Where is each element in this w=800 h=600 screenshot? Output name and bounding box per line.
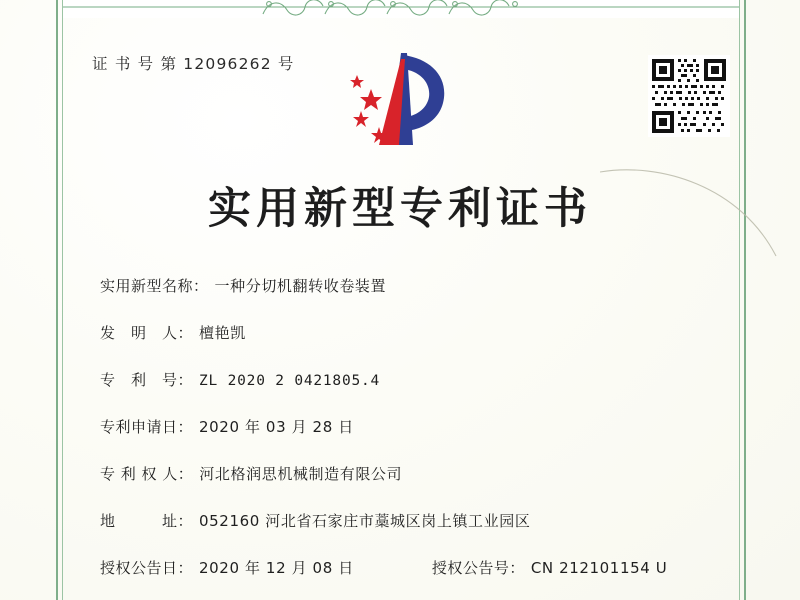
field-grant-row xyxy=(100,557,720,600)
field-patentee xyxy=(100,463,720,510)
grant-number-label: 授权公告号： xyxy=(431,559,525,577)
page-title: 实用新型专利证书 xyxy=(208,184,592,234)
certificate-fields xyxy=(100,275,720,600)
grant-date-label: 授权公告日： xyxy=(100,559,194,577)
field-inventor xyxy=(100,322,720,369)
grant-date-value: 2020 年 12 月 08 日 xyxy=(199,559,354,577)
field-patent-number xyxy=(100,369,720,416)
field-label: 地 址： xyxy=(100,512,194,530)
field-label: 专 利 号： xyxy=(100,371,194,389)
qr-code-icon xyxy=(648,55,730,137)
field-value: 052160 河北省石家庄市藁城区岗上镇工业园区 xyxy=(199,512,531,530)
field-label: 专 利 权 人： xyxy=(100,465,194,483)
field-value: 一种分切机翻转收卷装置 xyxy=(214,277,387,295)
field-address xyxy=(100,510,720,557)
field-label: 专利申请日： xyxy=(100,418,194,436)
field-value: 檀艳凯 xyxy=(199,324,246,342)
top-ornament-band xyxy=(63,0,739,18)
certificate-number: 证 书 号 第 12096262 号 xyxy=(92,55,295,73)
field-label: 发 明 人： xyxy=(100,324,194,342)
field-label: 实用新型名称： xyxy=(100,277,209,295)
field-value: 2020 年 03 月 28 日 xyxy=(199,418,354,436)
patent-office-logo-icon xyxy=(345,45,465,155)
field-utility-model-name xyxy=(100,275,720,322)
grant-number-group xyxy=(432,557,668,578)
field-application-date xyxy=(100,416,720,463)
grant-number-value: CN 212101154 U xyxy=(530,559,668,577)
field-value: 河北格润思机械制造有限公司 xyxy=(199,465,403,483)
field-value: ZL 2020 2 0421805.4 xyxy=(199,373,381,389)
